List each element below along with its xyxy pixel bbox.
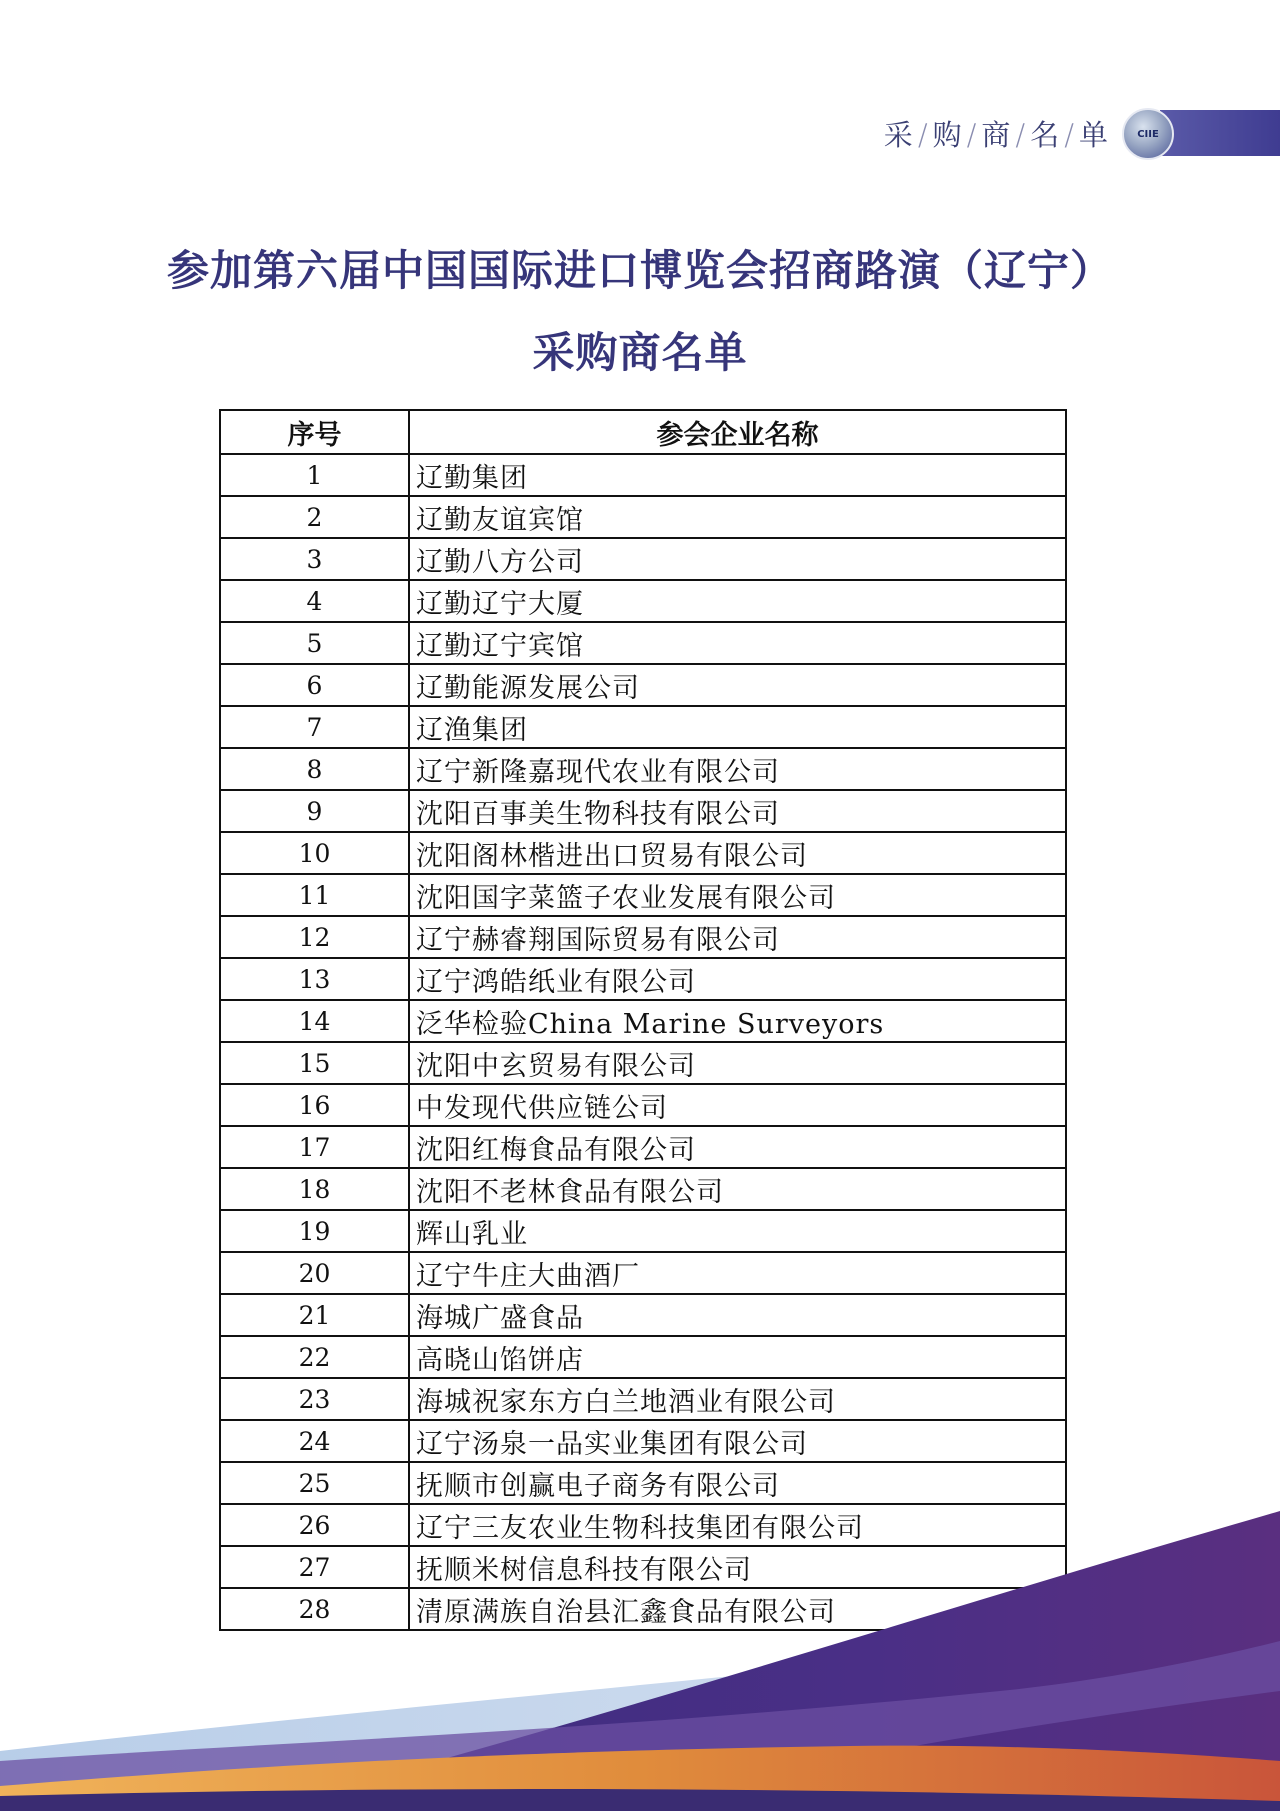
label-separator: / [1015, 118, 1028, 152]
row-company-name: 辽宁三友农业生物科技集团有限公司 [409, 1504, 1066, 1546]
table-row [220, 916, 1066, 958]
row-index: 6 [220, 664, 409, 706]
row-company-name: 辽勤集团 [409, 454, 1066, 496]
row-company-name: 辽宁汤泉一品实业集团有限公司 [409, 1420, 1066, 1462]
header-index: 序号 [220, 410, 409, 454]
label-char: 购 [932, 118, 964, 152]
table-row [220, 748, 1066, 790]
row-company-name: 沈阳红梅食品有限公司 [409, 1126, 1066, 1168]
row-index: 13 [220, 958, 409, 1000]
row-company-name: 辽宁鸿皓纸业有限公司 [409, 958, 1066, 1000]
label-char: 商 [981, 118, 1013, 152]
row-index: 27 [220, 1546, 409, 1588]
table-row [220, 874, 1066, 916]
table-row [220, 454, 1066, 496]
row-company-name: 清原满族自治县汇鑫食品有限公司 [409, 1588, 1066, 1630]
section-label [884, 113, 1110, 154]
row-index: 26 [220, 1504, 409, 1546]
page-title: 参加第六届中国国际进口博览会招商路演（辽宁） [166, 246, 1113, 295]
row-index: 8 [220, 748, 409, 790]
table-row [220, 1084, 1066, 1126]
row-index: 11 [220, 874, 409, 916]
row-company-name: 辉山乳业 [409, 1210, 1066, 1252]
row-index: 5 [220, 622, 409, 664]
table-row [220, 958, 1066, 1000]
row-index: 7 [220, 706, 409, 748]
table-row [220, 580, 1066, 622]
row-company-name: 海城广盛食品 [409, 1294, 1066, 1336]
page-subtitle: 采购商名单 [532, 328, 748, 377]
label-separator: / [917, 118, 930, 152]
decorative-swoosh [0, 1391, 1280, 1811]
row-index: 3 [220, 538, 409, 580]
row-company-name: 泛华检验China Marine Surveyors [409, 1000, 1066, 1042]
row-company-name: 中发现代供应链公司 [409, 1084, 1066, 1126]
row-company-name: 辽勤辽宁宾馆 [409, 622, 1066, 664]
header-company-name: 参会企业名称 [409, 410, 1066, 454]
row-index: 22 [220, 1336, 409, 1378]
label-separator: / [1064, 118, 1076, 152]
table-row [220, 1126, 1066, 1168]
ciie-logo: CIIE [1122, 108, 1174, 160]
row-index: 12 [220, 916, 409, 958]
row-index: 17 [220, 1126, 409, 1168]
row-company-name: 辽宁牛庄大曲酒厂 [409, 1252, 1066, 1294]
row-company-name: 抚顺市创赢电子商务有限公司 [409, 1462, 1066, 1504]
label-char: 采 [883, 118, 915, 152]
label-char: 名 [1030, 118, 1062, 152]
table-header-row [220, 410, 1066, 454]
table-row [220, 832, 1066, 874]
table-row [220, 664, 1066, 706]
row-index: 4 [220, 580, 409, 622]
row-index: 21 [220, 1294, 409, 1336]
label-separator: / [966, 118, 979, 152]
table-row [220, 1168, 1066, 1210]
row-company-name: 辽渔集团 [409, 706, 1066, 748]
row-company-name: 高晓山馅饼店 [409, 1336, 1066, 1378]
table-row [220, 790, 1066, 832]
row-index: 25 [220, 1462, 409, 1504]
table-row [220, 1336, 1066, 1378]
table-row [220, 1252, 1066, 1294]
row-index: 16 [220, 1084, 409, 1126]
row-company-name: 沈阳中玄贸易有限公司 [409, 1042, 1066, 1084]
row-index: 18 [220, 1168, 409, 1210]
table-row [220, 622, 1066, 664]
row-company-name: 辽勤能源发展公司 [409, 664, 1066, 706]
row-company-name: 辽勤辽宁大厦 [409, 580, 1066, 622]
row-company-name: 辽勤八方公司 [409, 538, 1066, 580]
table-row [220, 1042, 1066, 1084]
row-index: 9 [220, 790, 409, 832]
row-index: 23 [220, 1378, 409, 1420]
row-index: 20 [220, 1252, 409, 1294]
row-index: 15 [220, 1042, 409, 1084]
row-index: 28 [220, 1588, 409, 1630]
header-accent-bar [1160, 110, 1280, 156]
row-index: 2 [220, 496, 409, 538]
row-index: 19 [220, 1210, 409, 1252]
row-company-name: 辽宁赫睿翔国际贸易有限公司 [409, 916, 1066, 958]
row-index: 10 [220, 832, 409, 874]
row-company-name: 沈阳国字菜篮子农业发展有限公司 [409, 874, 1066, 916]
row-index: 14 [220, 1000, 409, 1042]
table-row [220, 1000, 1066, 1042]
row-company-name: 沈阳阁林楷进出口贸易有限公司 [409, 832, 1066, 874]
label-char: 单 [1078, 118, 1110, 152]
table-row [220, 1210, 1066, 1252]
row-company-name: 沈阳百事美生物科技有限公司 [409, 790, 1066, 832]
table-row [220, 706, 1066, 748]
row-company-name: 抚顺米树信息科技有限公司 [409, 1546, 1066, 1588]
table-row [220, 538, 1066, 580]
row-company-name: 海城祝家东方白兰地酒业有限公司 [409, 1378, 1066, 1420]
row-company-name: 辽宁新隆嘉现代农业有限公司 [409, 748, 1066, 790]
table-row [220, 496, 1066, 538]
row-index: 24 [220, 1420, 409, 1462]
table-row [220, 1294, 1066, 1336]
row-index: 1 [220, 454, 409, 496]
row-company-name: 沈阳不老林食品有限公司 [409, 1168, 1066, 1210]
row-company-name: 辽勤友谊宾馆 [409, 496, 1066, 538]
